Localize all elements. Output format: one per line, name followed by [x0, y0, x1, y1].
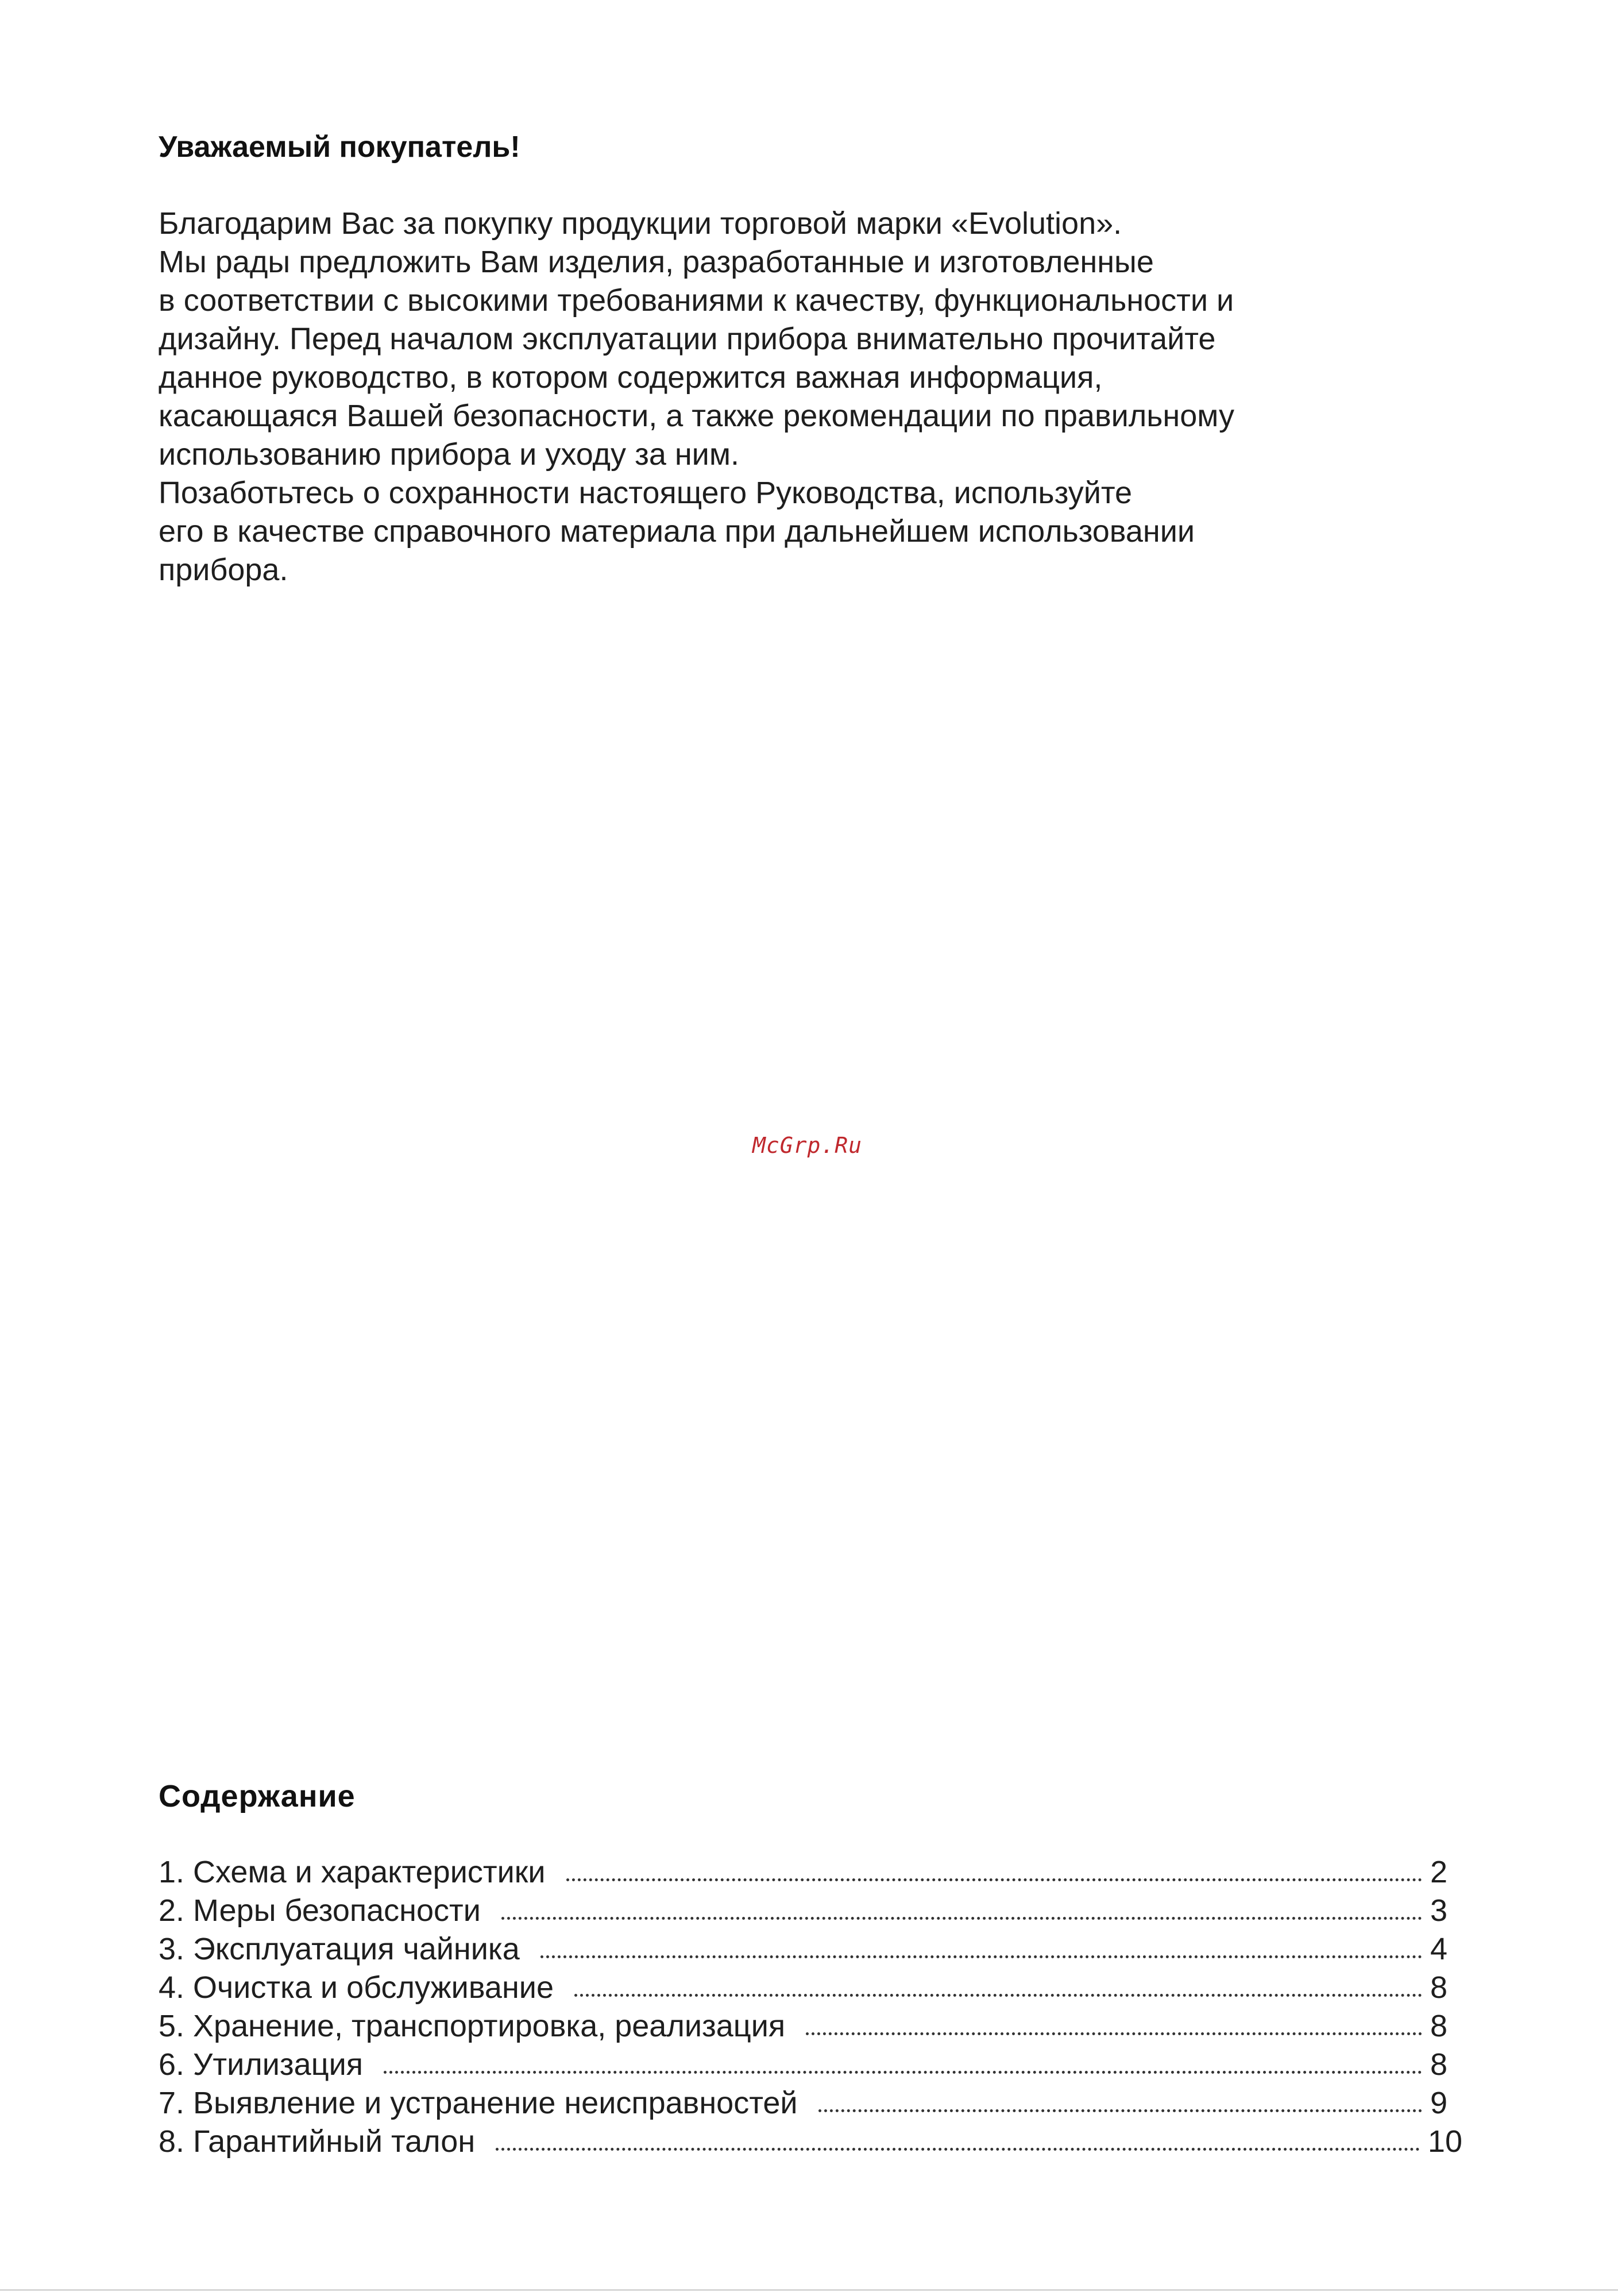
toc-item-page: 8	[1430, 1970, 1448, 2005]
toc-dot-leader	[496, 2148, 1420, 2151]
intro-line: касающаяся Вашей безопасности, а также рекомендации по правильному	[159, 399, 1235, 433]
intro-line: дизайну. Перед началом эксплуатации прибора внимательно прочитайте	[159, 322, 1216, 356]
toc-item-page: 10	[1427, 2124, 1462, 2159]
toc-dot-leader	[540, 1955, 1422, 1958]
toc-item-label: 3. Эксплуатация чайника	[159, 1932, 520, 1966]
toc-item[interactable]	[159, 1853, 1462, 1892]
toc-item-label: 2. Меры безопасности	[159, 1893, 481, 1928]
toc-item-page: 8	[1430, 2009, 1448, 2043]
toc-item-label: 6. Утилизация	[159, 2047, 364, 2082]
intro-line: его в качестве справочного материала при дальнейшем использовании	[159, 514, 1195, 549]
greeting-title: Уважаемый покупатель!	[159, 130, 520, 164]
toc-title: Содержание	[159, 1779, 356, 1813]
toc-item-page: 2	[1430, 1855, 1448, 1889]
toc-item-label: 5. Хранение, транспортировка, реализация	[159, 2009, 786, 2043]
toc-dot-leader	[566, 1878, 1422, 1881]
intro-line: Позаботьтесь о сохранности настоящего Руководства, используйте	[159, 476, 1133, 510]
toc-item-label: 8. Гарантийный талон	[159, 2124, 476, 2159]
toc-item-label: 1. Схема и характеристики	[159, 1855, 546, 1889]
toc-item-page: 4	[1430, 1932, 1448, 1966]
toc-dot-leader	[818, 2109, 1422, 2112]
table-of-contents	[159, 1853, 1462, 2161]
toc-item-page: 8	[1430, 2047, 1448, 2082]
intro-line: данное руководство, в котором содержится важная информация,	[159, 360, 1103, 395]
intro-line: использованию прибора и уходу за ним.	[159, 437, 739, 472]
toc-item[interactable]	[159, 2007, 1462, 2046]
toc-item[interactable]	[159, 2046, 1462, 2084]
toc-item[interactable]	[159, 2084, 1462, 2123]
footer-divider	[0, 2289, 1618, 2291]
toc-item[interactable]	[159, 1930, 1462, 1969]
toc-dot-leader	[384, 2071, 1422, 2074]
toc-item[interactable]	[159, 2123, 1462, 2161]
intro-line: Мы рады предложить Вам изделия, разработанные и изготовленные	[159, 245, 1154, 279]
toc-dot-leader	[806, 2032, 1422, 2035]
toc-item-page: 9	[1430, 2086, 1448, 2120]
watermark-text: McGrp.Ru	[752, 1133, 863, 1158]
toc-item-label: 7. Выявление и устранение неисправностей	[159, 2086, 798, 2120]
intro-line: прибора.	[159, 553, 288, 587]
toc-item-page: 3	[1430, 1893, 1448, 1928]
toc-dot-leader	[501, 1917, 1422, 1920]
intro-line: в соответствии с высокими требованиями к качеству, функциональности и	[159, 283, 1234, 318]
toc-item[interactable]	[159, 1892, 1462, 1930]
intro-line: Благодарим Вас за покупку продукции торговой марки «Evolution».	[159, 206, 1122, 241]
toc-item[interactable]	[159, 1969, 1462, 2007]
toc-item-label: 4. Очистка и обслуживание	[159, 1970, 554, 2005]
toc-dot-leader	[574, 1994, 1422, 1997]
intro-paragraph	[159, 204, 1480, 589]
